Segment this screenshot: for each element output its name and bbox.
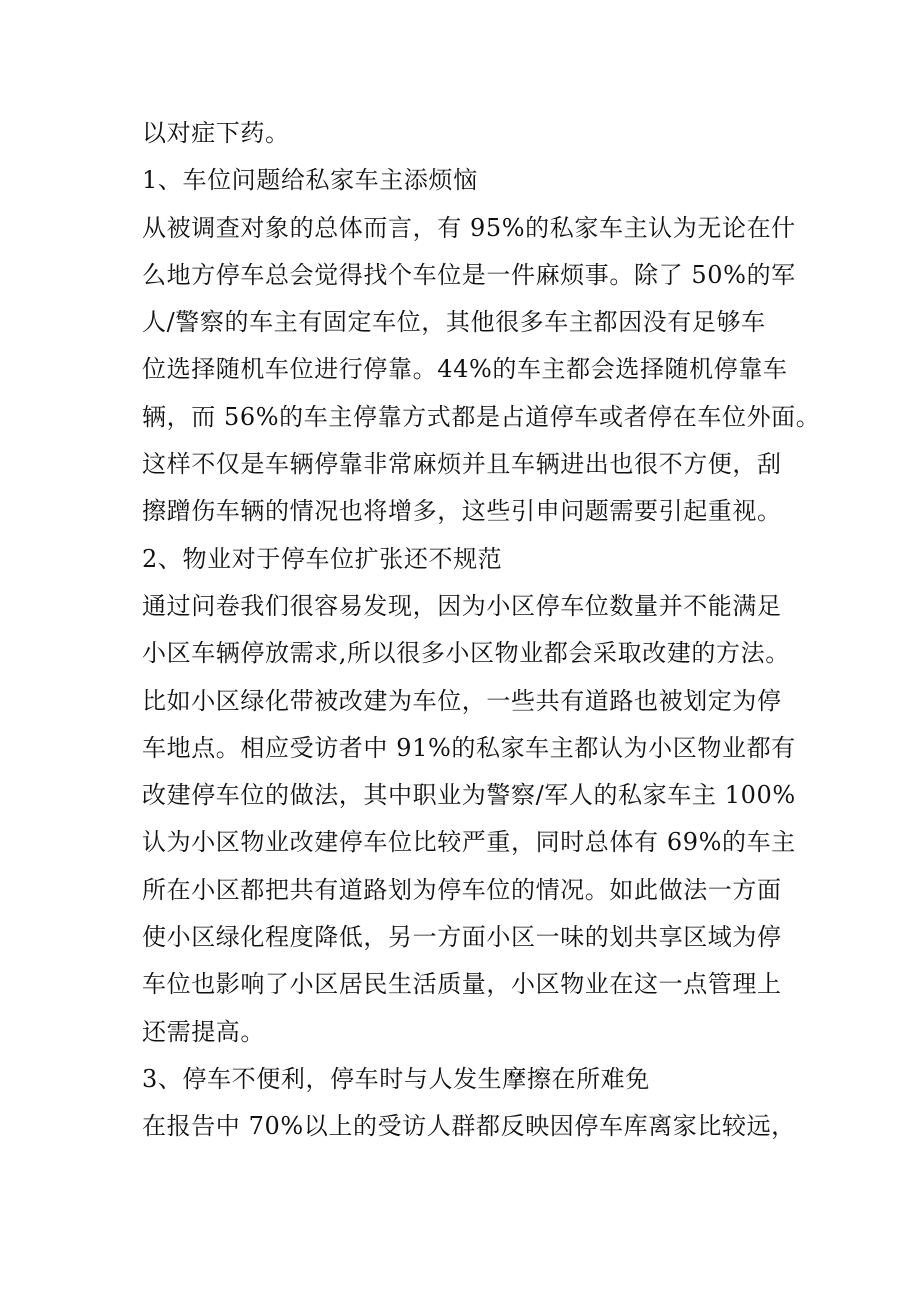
text-line: 以对症下药。 bbox=[142, 119, 290, 147]
text-line: 使小区绿化程度降低，另一方面小区一味的划共享区域为停 bbox=[142, 923, 782, 952]
section-heading-1: 1、车位问题给私家车主添烦恼 bbox=[142, 166, 478, 195]
text-line: 擦蹭伤车辆的情况也将增多，这些引申问题需要引起重视。 bbox=[142, 497, 782, 526]
text-line: 小区车辆停放需求,所以很多小区物业都会采取改建的方法。 bbox=[142, 639, 790, 668]
text-line: 认为小区物业改建停车位比较严重，同时总体有 69%的车主 bbox=[142, 828, 796, 857]
text-line: 改建停车位的做法，其中职业为警察/军人的私家车主 100% bbox=[142, 781, 796, 810]
text-line: 辆，而 56%的车主停靠方式都是占道停车或者停在车位外面。 bbox=[142, 402, 821, 431]
text-line: 还需提高。 bbox=[142, 1017, 265, 1046]
document-body bbox=[142, 110, 821, 1151]
section-heading-3: 3、停车不便利，停车时与人发生摩擦在所难免 bbox=[142, 1064, 650, 1093]
text-line: 比如小区绿化带被改建为车位，一些共有道路也被划定为停 bbox=[142, 686, 782, 715]
text-line: 车地点。相应受访者中 91%的私家车主都认为小区物业都有 bbox=[142, 733, 796, 762]
text-line: 从被调查对象的总体而言，有 95%的私家车主认为无论在什 bbox=[142, 213, 796, 242]
section-heading-2: 2、物业对于停车位扩张还不规范 bbox=[142, 544, 503, 573]
text-line: 在报告中 70%以上的受访人群都反映因停车库离家比较远， bbox=[142, 1112, 796, 1141]
text-line: 通过问卷我们很容易发现，因为小区停车位数量并不能满足 bbox=[142, 591, 782, 620]
text-line: 所在小区都把共有道路划为停车位的情况。如此做法一方面 bbox=[142, 875, 782, 904]
text-line: 人/警察的车主有固定车位，其他很多车主都因没有足够车 bbox=[142, 308, 766, 337]
text-line: 这样不仅是车辆停靠非常麻烦并且车辆进出也很不方便，刮 bbox=[142, 450, 782, 479]
text-line: 么地方停车总会觉得找个车位是一件麻烦事。除了 50%的军 bbox=[142, 260, 796, 289]
text-line: 位选择随机车位进行停靠。44%的车主都会选择随机停靠车 bbox=[142, 355, 788, 384]
text-line: 车位也影响了小区居民生活质量，小区物业在这一点管理上 bbox=[142, 970, 782, 999]
